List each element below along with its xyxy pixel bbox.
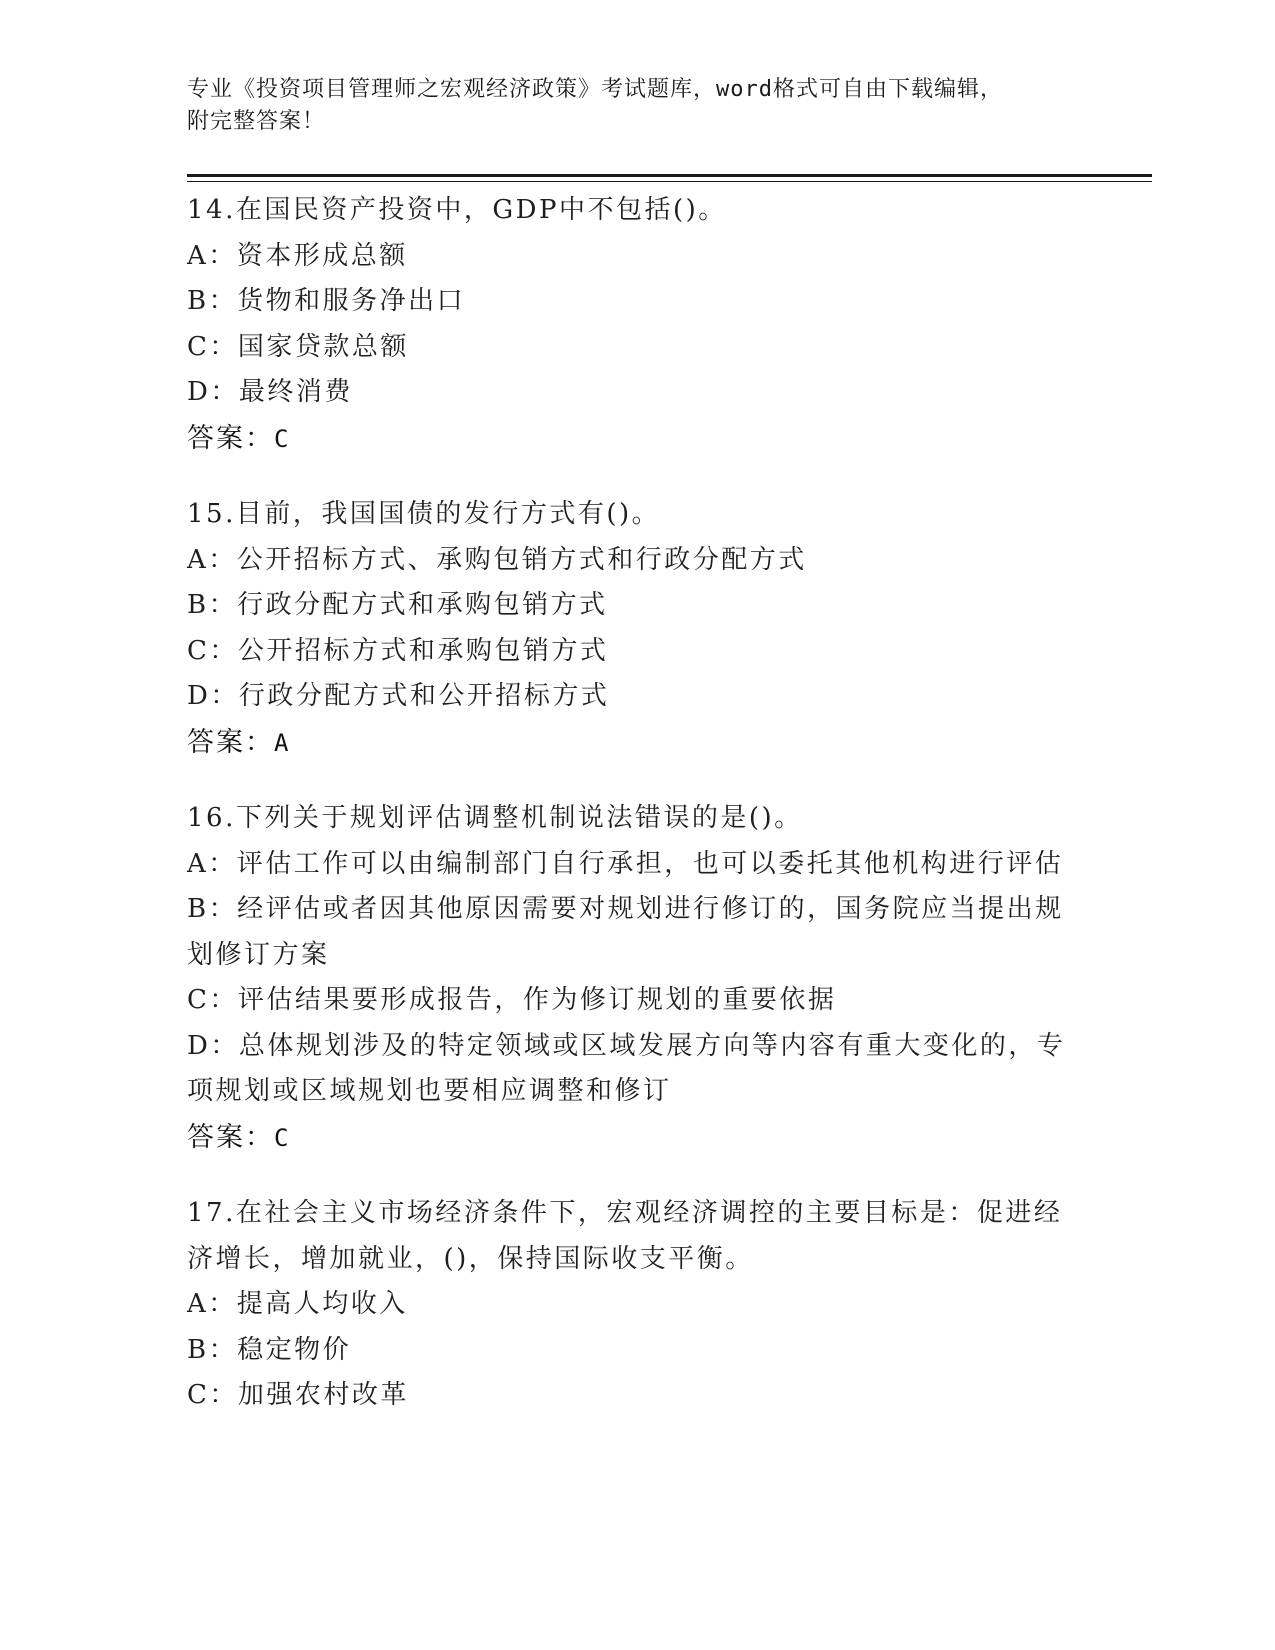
answer-key (187, 416, 1087, 463)
answer-value: C (274, 424, 291, 453)
question-block (187, 1191, 1087, 1419)
answer-option: B：货物和服务净出口 (187, 286, 466, 316)
document-header (187, 74, 1067, 138)
answer-option: C：加强农村改革 (187, 1380, 409, 1410)
header-divider-thin (187, 181, 1152, 182)
answer-option: 划修订方案 (187, 939, 330, 970)
answer-value: A (274, 728, 291, 757)
header-divider-thick (187, 174, 1152, 177)
answer-option: C：评估结果要形成报告，作为修订规划的重要依据 (187, 985, 837, 1015)
header-line-2: 附完整答案！ (187, 109, 326, 134)
answer-option: B：经评估或者因其他原因需要对规划进行修订的，国务院应当提出规 (187, 894, 1064, 924)
answer-option: A：资本形成总额 (187, 240, 408, 271)
question-stem: 济增长，增加就业，()，保持国际收支平衡。 (187, 1243, 754, 1274)
question-stem: 16.下列关于规划评估调整机制说法错误的是()。 (187, 803, 803, 833)
answer-option: A：提高人均收入 (187, 1289, 408, 1319)
answer-label: 答案： (187, 726, 274, 758)
question-block (187, 188, 1087, 462)
answer-key (187, 720, 1087, 767)
answer-label: 答案： (187, 1121, 274, 1153)
answer-option: D：最终消费 (187, 377, 353, 407)
answer-label: 答案： (187, 422, 274, 454)
answer-option: A：评估工作可以由编制部门自行承担，也可以委托其他机构进行评估 (187, 848, 1064, 879)
answer-value: C (274, 1123, 291, 1152)
question-list (187, 188, 1087, 1449)
answer-option: A：公开招标方式、承购包销方式和行政分配方式 (187, 544, 807, 575)
answer-key (187, 1115, 1087, 1162)
answer-option: D：行政分配方式和公开招标方式 (187, 681, 610, 711)
header-line-1: 专业《投资项目管理师之宏观经济政策》考试题库，word格式可自由下载编辑， (187, 77, 1003, 102)
answer-option: C：国家贷款总额 (187, 331, 409, 362)
answer-option: B：行政分配方式和承购包销方式 (187, 590, 608, 620)
question-block (187, 492, 1087, 766)
answer-option: D：总体规划涉及的特定领域或区域发展方向等内容有重大变化的，专 (187, 1030, 1066, 1061)
question-stem: 15.目前，我国国债的发行方式有()。 (187, 499, 661, 529)
question-stem: 17.在社会主义市场经济条件下，宏观经济调控的主要目标是：促进经 (187, 1198, 1063, 1228)
question-stem: 14.在国民资产投资中，GDP中不包括()。 (187, 195, 727, 225)
answer-option: C：公开招标方式和承购包销方式 (187, 635, 609, 666)
answer-option: 项规划或区域规划也要相应调整和修订 (187, 1076, 672, 1106)
question-block (187, 796, 1087, 1161)
answer-option: B：稳定物价 (187, 1334, 352, 1365)
